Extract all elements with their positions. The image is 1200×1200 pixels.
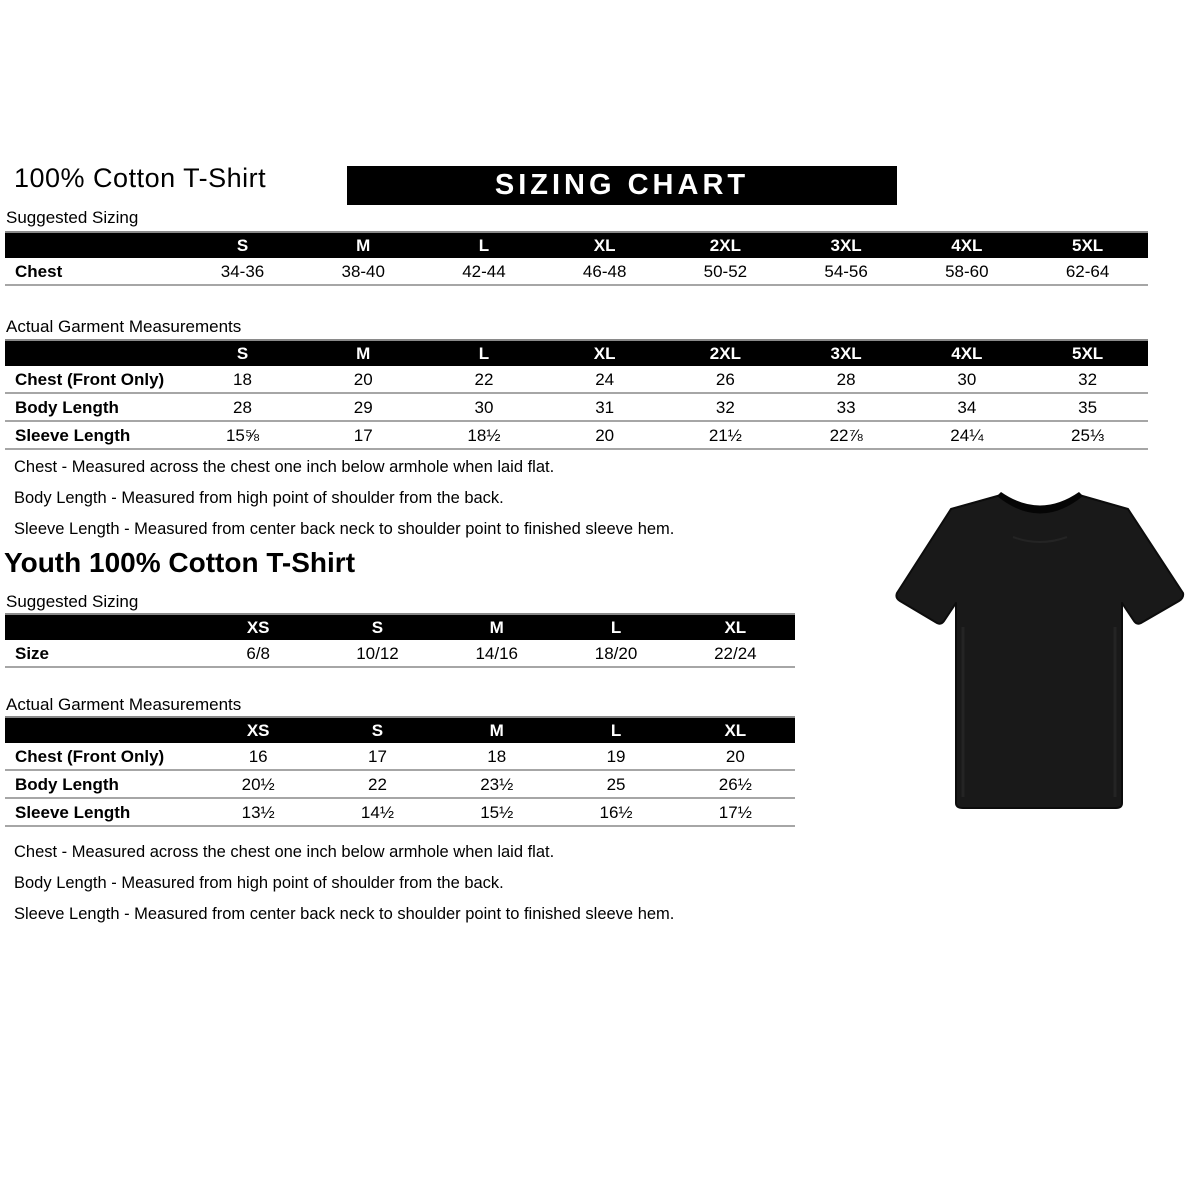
row-label: Sleeve Length — [15, 803, 131, 822]
table-row — [5, 366, 1148, 393]
row-label: Chest (Front Only) — [15, 370, 165, 389]
measurement-cell: 24¼ — [950, 426, 984, 445]
size-column-header: L — [424, 340, 545, 366]
row-label: Body Length — [15, 775, 119, 794]
measurement-cell: 18 — [233, 370, 252, 389]
youth-measurement-notes — [14, 843, 674, 936]
note-sleeve-length: Sleeve Length - Measured from center back neck to shoulder point to finished sleeve hem. — [14, 905, 675, 923]
measurement-cell: 46-48 — [582, 262, 627, 281]
size-column-header: M — [303, 232, 424, 258]
measurement-cell: 34-36 — [220, 262, 265, 281]
adult-suggested-table — [5, 231, 1148, 286]
size-column-header: 4XL — [906, 340, 1027, 366]
youth-actual-table — [5, 716, 795, 827]
measurement-cell: 31 — [595, 398, 615, 417]
adult-measurement-notes — [14, 458, 674, 551]
black-tshirt-icon — [893, 477, 1188, 827]
measurement-cell: 15½ — [480, 803, 514, 822]
table-row — [5, 743, 795, 770]
measurement-cell: 26½ — [718, 775, 752, 794]
measurement-cell: 42-44 — [462, 262, 506, 281]
suggested-sizing-label: Suggested Sizing — [6, 208, 139, 227]
table-row — [5, 798, 795, 826]
measurement-cell: 28 — [233, 398, 252, 417]
size-column-header: M — [437, 614, 556, 640]
measurement-cell: 26 — [715, 370, 735, 389]
measurement-cell: 30 — [957, 370, 977, 389]
measurement-cell: 17 — [368, 747, 387, 766]
note-body-length: Body Length - Measured from high point of shoulder from the back. — [14, 874, 504, 892]
adult-actual-table — [5, 339, 1148, 450]
size-column-header: 3XL — [786, 232, 907, 258]
measurement-cell: 25⅓ — [1071, 426, 1105, 445]
actual-measurements-label: Actual Garment Measurements — [6, 317, 242, 336]
size-column-header: XL — [544, 232, 665, 258]
size-column-header: 3XL — [786, 340, 907, 366]
measurement-cell: 17½ — [718, 803, 752, 822]
measurement-cell: 16½ — [599, 803, 633, 822]
measurement-cell: 10/12 — [356, 644, 399, 663]
header-row — [5, 614, 795, 640]
row-label-header — [5, 717, 199, 743]
measurement-cell: 22/24 — [714, 644, 757, 663]
size-column-header: L — [556, 717, 675, 743]
measurement-cell: 18 — [487, 747, 507, 766]
youth-suggested-sizing-table-container — [5, 613, 795, 668]
measurement-cell: 20 — [353, 370, 373, 389]
youth-title: Youth 100% Cotton T-Shirt — [4, 547, 356, 578]
measurement-cell: 38-40 — [341, 262, 385, 281]
youth-actual-measurements-table-container — [5, 716, 795, 827]
size-column-header: S — [318, 717, 437, 743]
measurement-cell: 35 — [1078, 398, 1098, 417]
size-column-header: XL — [544, 340, 665, 366]
table-row — [5, 421, 1148, 449]
size-column-header: L — [424, 232, 545, 258]
measurement-cell: 28 — [836, 370, 856, 389]
measurement-cell: 24 — [595, 370, 615, 389]
row-label-header — [5, 340, 182, 366]
sizing-chart-banner: SIZING CHART — [347, 166, 897, 205]
measurement-cell: 20 — [725, 747, 745, 766]
size-column-header: XL — [676, 614, 795, 640]
table-row — [5, 393, 1148, 421]
youth-suggested-table — [5, 613, 795, 668]
measurement-cell: 18/20 — [594, 644, 638, 663]
size-column-header: 5XL — [1027, 232, 1148, 258]
size-column-header: 2XL — [665, 232, 786, 258]
measurement-cell: 16 — [248, 747, 268, 766]
size-column-header: M — [303, 340, 424, 366]
measurement-cell: 15⅝ — [225, 426, 260, 445]
adult-title: 100% Cotton T-Shirt — [14, 163, 267, 193]
measurement-cell: 54-56 — [824, 262, 868, 281]
row-label: Size — [15, 644, 50, 663]
measurement-cell: 25 — [606, 775, 626, 794]
table-row — [5, 770, 795, 798]
note-chest: Chest - Measured across the chest one inch below armhole when laid flat. — [14, 843, 555, 861]
size-column-header: 4XL — [906, 232, 1027, 258]
measurement-cell: 13½ — [241, 803, 275, 822]
row-label: Body Length — [15, 398, 119, 417]
measurement-cell: 14½ — [360, 803, 395, 822]
measurement-cell: 50-52 — [703, 262, 748, 281]
measurement-cell: 30 — [474, 398, 494, 417]
header-row — [5, 340, 1148, 366]
actual-measurements-label: Actual Garment Measurements — [6, 695, 242, 714]
row-label: Sleeve Length — [15, 426, 131, 445]
note-sleeve-length: Sleeve Length - Measured from center back neck to shoulder point to finished sleeve hem. — [14, 520, 675, 538]
tshirt-product-image — [893, 477, 1188, 827]
measurement-cell: 34 — [957, 398, 977, 417]
measurement-cell: 32 — [1078, 370, 1098, 389]
adult-actual-measurements-table-container — [5, 339, 1148, 450]
note-chest: Chest - Measured across the chest one inch below armhole when laid flat. — [14, 458, 555, 476]
adult-suggested-sizing-table-container — [5, 231, 1148, 286]
size-column-header: L — [556, 614, 675, 640]
measurement-cell: 6/8 — [246, 644, 270, 663]
size-column-header: XS — [199, 717, 318, 743]
measurement-cell: 33 — [836, 398, 856, 417]
measurement-cell: 14/16 — [475, 644, 519, 663]
size-column-header: S — [182, 340, 303, 366]
table-row — [5, 640, 795, 667]
measurement-cell: 23½ — [480, 775, 514, 794]
size-column-header: S — [182, 232, 303, 258]
measurement-cell: 20½ — [241, 775, 275, 794]
size-column-header: XL — [676, 717, 795, 743]
size-column-header: 2XL — [665, 340, 786, 366]
measurement-cell: 32 — [715, 398, 735, 417]
table-row — [5, 258, 1148, 285]
header-row — [5, 232, 1148, 258]
measurement-cell: 62-64 — [1065, 262, 1110, 281]
measurement-cell: 20 — [595, 426, 615, 445]
row-label-header — [5, 232, 182, 258]
row-label: Chest (Front Only) — [15, 747, 165, 766]
row-label-header — [5, 614, 199, 640]
measurement-cell: 29 — [353, 398, 373, 417]
measurement-cell: 19 — [606, 747, 626, 766]
size-column-header: M — [437, 717, 556, 743]
measurement-cell: 22 — [368, 775, 387, 794]
size-column-header: 5XL — [1027, 340, 1148, 366]
measurement-cell: 22 — [474, 370, 494, 389]
measurement-cell: 22⅞ — [829, 426, 863, 445]
header-row — [5, 717, 795, 743]
size-column-header: S — [318, 614, 437, 640]
measurement-cell: 21½ — [708, 426, 742, 445]
measurement-cell: 18½ — [467, 426, 501, 445]
suggested-sizing-label: Suggested Sizing — [6, 592, 139, 611]
measurement-cell: 58-60 — [945, 262, 989, 281]
row-label: Chest — [15, 262, 63, 281]
measurement-cell: 17 — [353, 426, 373, 445]
note-body-length: Body Length - Measured from high point of shoulder from the back. — [14, 489, 504, 507]
size-column-header: XS — [199, 614, 318, 640]
